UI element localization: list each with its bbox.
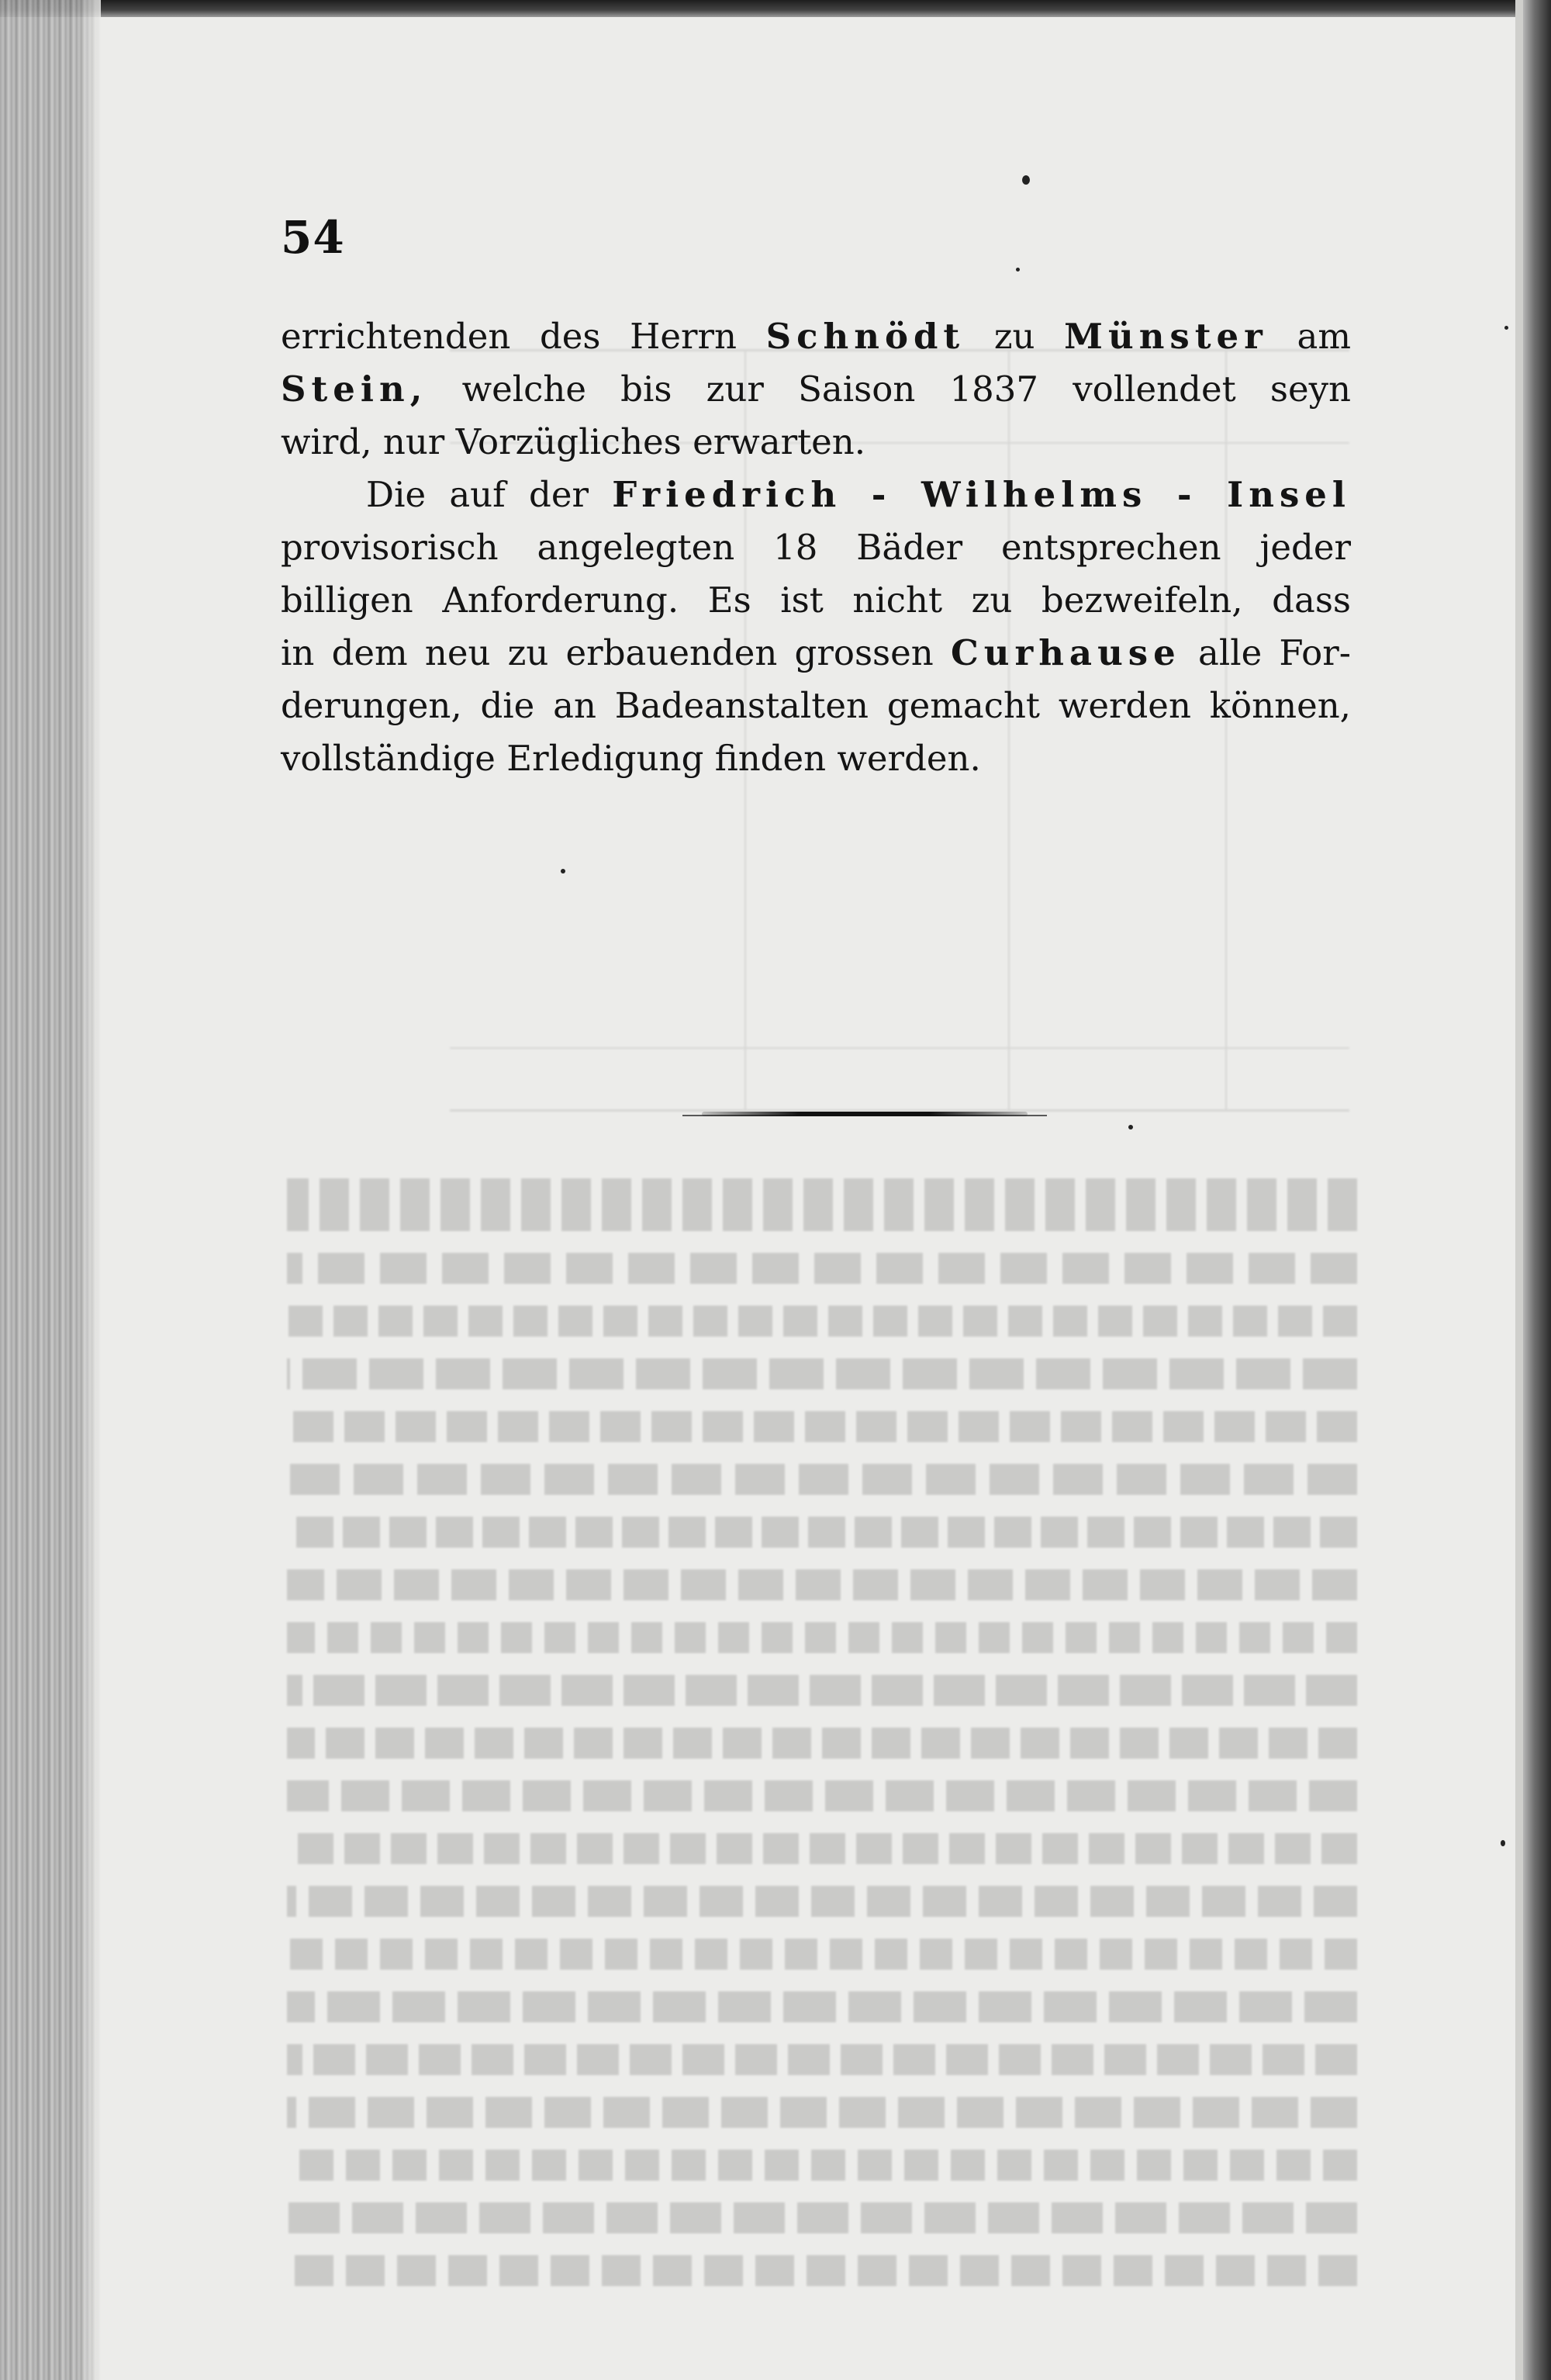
scan-top-edge <box>0 0 1551 17</box>
text-segment: zu <box>993 316 1035 357</box>
ink-speck <box>1128 1125 1133 1129</box>
section-rule <box>702 1112 1028 1116</box>
text-segment: welche bis zur Saison 1837 vollendet seyn <box>461 368 1351 410</box>
ink-speck <box>1504 326 1508 330</box>
text-line <box>281 310 1351 363</box>
text-line <box>281 627 1351 680</box>
name-schnoedt: Schnödt <box>765 316 965 357</box>
text-line: vollständige Erledigung finden werden. <box>281 738 981 779</box>
text-line: wird, nur Vorzügliches erwarten. <box>281 421 866 462</box>
text-line <box>281 363 1351 416</box>
place-friedrich-wilhelms-insel: Friedrich - Wilhelms - Insel <box>612 474 1352 515</box>
place-stein: Stein, <box>281 368 428 410</box>
page-number: 54 <box>281 211 345 264</box>
text-line: billigen Anforderung. Es ist nicht zu bezweifeln, dass <box>281 579 1351 621</box>
text-segment: am <box>1297 316 1352 357</box>
text-line <box>281 469 1351 521</box>
ink-speck <box>561 869 565 873</box>
text-line: derungen, die an Badeanstalten gemacht werden können, <box>281 685 1351 726</box>
ink-speck <box>1022 175 1030 185</box>
place-curhause: Curhause <box>950 632 1181 673</box>
bleed-through-text <box>287 1168 1357 2308</box>
paragraph-2 <box>281 469 1351 521</box>
paragraph-2-line <box>281 574 1351 627</box>
place-muenster: Münster <box>1064 316 1268 357</box>
body-text <box>281 310 1351 785</box>
stacked-page-edges <box>0 0 101 2380</box>
text-segment: alle For- <box>1197 632 1351 673</box>
paragraph-2-line <box>281 627 1351 680</box>
ink-speck <box>1016 268 1020 272</box>
paragraph-1-end <box>281 416 1351 469</box>
ink-speck <box>1501 1840 1505 1846</box>
paragraph-2-line <box>281 521 1351 574</box>
page-edge-dark <box>1523 0 1551 2380</box>
paragraph-1-cont <box>281 363 1351 416</box>
text-line: provisorisch angelegten 18 Bäder entsprechen jeder <box>281 527 1351 568</box>
paragraph-2-end <box>281 732 1351 785</box>
page-edge-light <box>1515 0 1523 2380</box>
paragraph-2-line <box>281 680 1351 732</box>
paragraph-1 <box>281 310 1351 363</box>
text-segment: in dem neu zu erbauenden grossen <box>281 632 934 673</box>
text-segment: errichtenden des Herrn <box>281 316 737 357</box>
text-segment: Die auf der <box>366 474 589 515</box>
